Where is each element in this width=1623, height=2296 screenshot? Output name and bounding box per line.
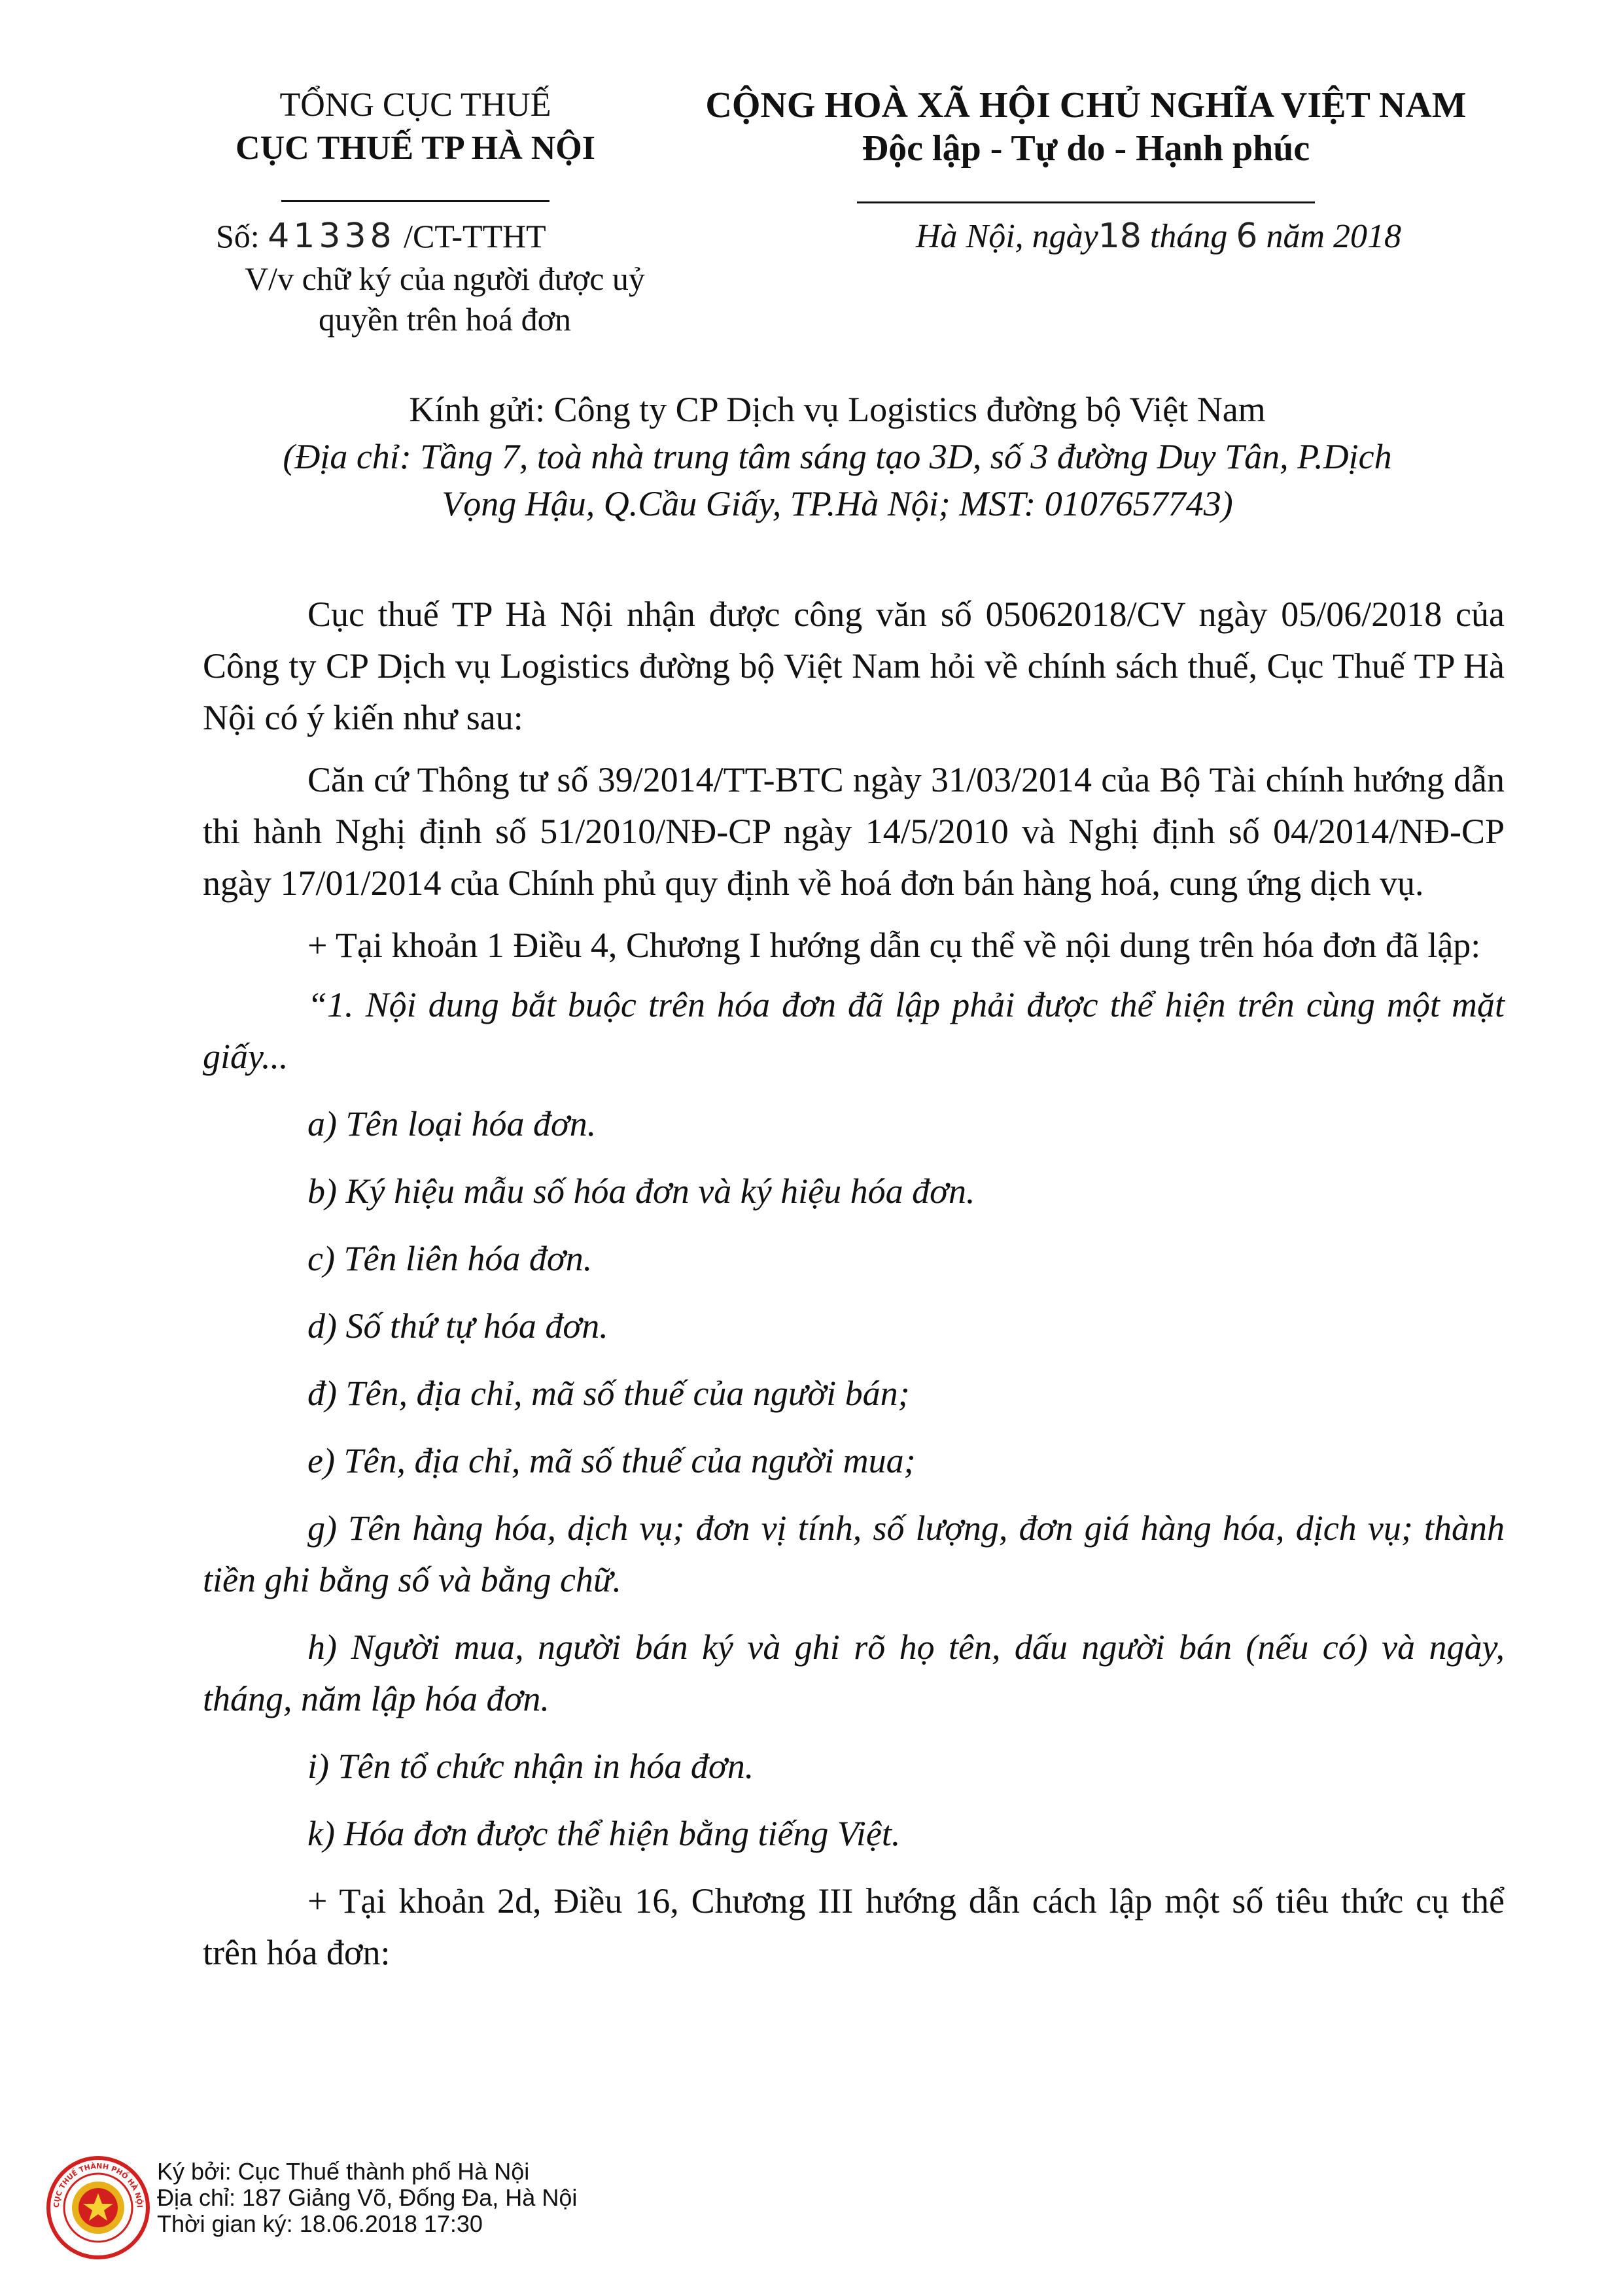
list-item-g: g) Tên hàng hóa, dịch vụ; đơn vị tính, số lượng, đơn giá hàng hóa, dịch vụ; thành tiền ghi bằng số và bằng chữ.	[203, 1508, 1505, 1599]
official-seal-icon	[46, 2155, 150, 2260]
paragraph-legal-basis: Căn cứ Thông tư số 39/2014/TT-BTC ngày 31/03/2014 của Bộ Tài chính hướng dẫn thi hành Nghị định số 51/2010/NĐ-CP ngày 14/5/2010 và Nghị định số 04/2014/NĐ-CP ngày 17/01/2014 của Chính phủ quy định về hoá đơn bán hàng hoá, cung ứng dịch vụ.	[203, 760, 1505, 903]
agency-block	[203, 84, 628, 213]
doc-date	[916, 216, 1401, 257]
quote-intro: “1. Nội dung bắt buộc trên hóa đơn đã lập phải được thể hiện trên cùng một mặt giấy...	[203, 985, 1505, 1076]
paragraph-article-16: + Tại khoản 2d, Điều 16, Chương III hướng dẫn cách lập một số tiêu thức cụ thể trên hóa đơn:	[203, 1881, 1505, 1972]
list-item-i: i) Tên tổ chức nhận in hóa đơn.	[307, 1747, 754, 1786]
subject	[216, 258, 674, 339]
list-item-k: k) Hóa đơn được thể hiện bằng tiếng Việt.	[307, 1814, 901, 1853]
motto-underline	[857, 201, 1315, 203]
date-suffix: năm 2018	[1266, 218, 1402, 255]
list-item: d) Số thứ tự hóa đơn.	[307, 1306, 608, 1346]
doc-number-prefix: Số:	[216, 218, 260, 254]
list-item: a) Tên loại hóa đơn.	[307, 1104, 597, 1143]
paragraph-article-4: + Tại khoản 1 Điều 4, Chương I hướng dẫn cụ thể về nội dung trên hóa đơn đã lập:	[307, 926, 1481, 965]
date-mid: tháng	[1149, 218, 1228, 255]
digital-signature	[157, 2159, 577, 2237]
list-item: đ) Tên, địa chỉ, mã số thuế của người bán;	[307, 1374, 910, 1413]
list-item: c) Tên liên hóa đơn.	[307, 1239, 593, 1278]
list-item: b) Ký hiệu mẫu số hóa đơn và ký hiệu hóa đơn.	[307, 1172, 975, 1211]
paragraph-intro: Cục thuế TP Hà Nội nhận được công văn số 05062018/CV ngày 05/06/2018 của Công ty CP Dịch vụ Logistics đường bộ Việt Nam hỏi về chính sách thuế, Cục Thuế TP Hà Nội có ý kiến như sau:	[203, 595, 1505, 737]
doc-number-handwritten: 41338	[268, 217, 396, 256]
nation-title: CỘNG HOÀ XÃ HỘI CHỦ NGHĨA VIỆT NAM	[705, 85, 1467, 126]
list-item-h: h) Người mua, người bán ký và ghi rõ họ tên, dấu người bán (nếu có) và ngày, tháng, năm lập hóa đơn.	[203, 1627, 1505, 1718]
body	[203, 589, 1505, 1979]
doc-number	[216, 216, 546, 256]
seal-text: CỤC THUẾ THÀNH PHỐ HÀ NỘI	[52, 2161, 145, 2208]
agency-parent: TỔNG CỤC THUẾ	[279, 86, 551, 124]
agency-name: CỤC THUẾ TP HÀ NỘI	[236, 130, 595, 167]
agency-underline	[281, 200, 550, 202]
recipient-address-2: Vọng Hậu, Q.Cầu Giấy, TP.Hà Nội; MST: 0107657743)	[442, 484, 1233, 523]
nation-block	[693, 84, 1478, 213]
subject-line-2: quyền trên hoá đơn	[318, 301, 572, 338]
recipient-block	[196, 386, 1478, 527]
signed-by: Ký bởi: Cục Thuế thành phố Hà Nội	[157, 2158, 530, 2185]
subject-line-1: V/v chữ ký của người được uỷ	[245, 260, 645, 297]
nation-motto: Độc lập - Tự do - Hạnh phúc	[862, 128, 1310, 169]
list-item: e) Tên, địa chỉ, mã số thuế của người mua;	[307, 1441, 916, 1480]
date-day: 18	[1098, 217, 1142, 256]
signed-time: Thời gian ký: 18.06.2018 17:30	[157, 2210, 483, 2237]
signer-address: Địa chỉ: 187 Giảng Võ, Đống Đa, Hà Nội	[157, 2184, 578, 2211]
doc-number-suffix: /CT-TTHT	[404, 218, 546, 254]
recipient-line: Kính gửi: Công ty CP Dịch vụ Logistics đường bộ Việt Nam	[409, 390, 1266, 429]
date-prefix: Hà Nội, ngày	[916, 218, 1098, 255]
recipient-address-1: (Địa chỉ: Tầng 7, toà nhà trung tâm sáng tạo 3D, số 3 đường Duy Tân, P.Dịch	[283, 437, 1392, 476]
date-month: 6	[1236, 217, 1258, 256]
